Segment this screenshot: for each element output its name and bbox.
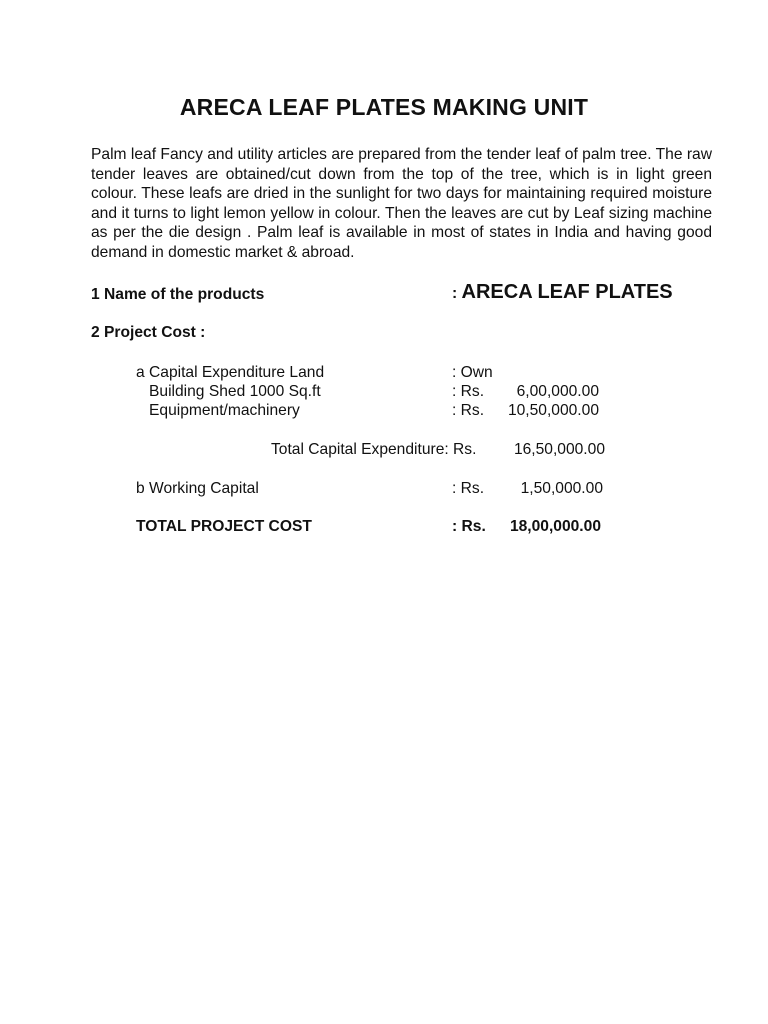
project-cost-heading: 2 Project Cost : (91, 324, 206, 341)
total-project-cost-label: TOTAL PROJECT COST (136, 518, 312, 535)
working-capital-amount: 1,50,000.00 (520, 480, 603, 497)
total-project-cost-rs: : Rs. (452, 518, 486, 535)
capex-building-label: Building Shed 1000 Sq.ft (149, 383, 321, 400)
capex-building-amount: 6,00,000.00 (516, 383, 599, 400)
capex-equipment-label: Equipment/machinery (149, 402, 300, 419)
working-capital-rs: : Rs. (452, 480, 485, 497)
capex-total-amount: 16,50,000.00 (513, 441, 605, 458)
capex-building-rs: : Rs. (452, 383, 485, 400)
document-title: ARECA LEAF PLATES MAKING UNIT (179, 94, 589, 120)
intro-paragraph: Palm leaf Fancy and utility articles are prepared from the tender leaf of palm tree. The raw tender leaves are obtained/cut down from the top of the tree, which is in light green colour. These leafs are dried in the sunlight for two days for maintaining required moisture and it turns to light lemon yellow in colour. Then the leaves are cut by Leaf sizing machine as per the die design . Palm leaf is available in most of states in India and having good demand in domestic market & abroad. (91, 146, 712, 261)
product-value-line (452, 281, 673, 304)
total-project-cost-amount: 18,00,000.00 (509, 518, 601, 535)
capex-equipment-amount: 10,50,000.00 (507, 402, 599, 419)
product-name: ARECA LEAF PLATES (461, 281, 673, 303)
product-label: 1 Name of the products (91, 286, 265, 303)
working-capital-label: b Working Capital (136, 480, 259, 497)
capex-land-value: : Own (452, 364, 493, 381)
capex-equipment-rs: : Rs. (452, 402, 485, 419)
capex-land-label: a Capital Expenditure Land (136, 364, 325, 381)
product-separator: : (452, 285, 462, 302)
capex-total-label: Total Capital Expenditure: Rs. (271, 441, 477, 458)
